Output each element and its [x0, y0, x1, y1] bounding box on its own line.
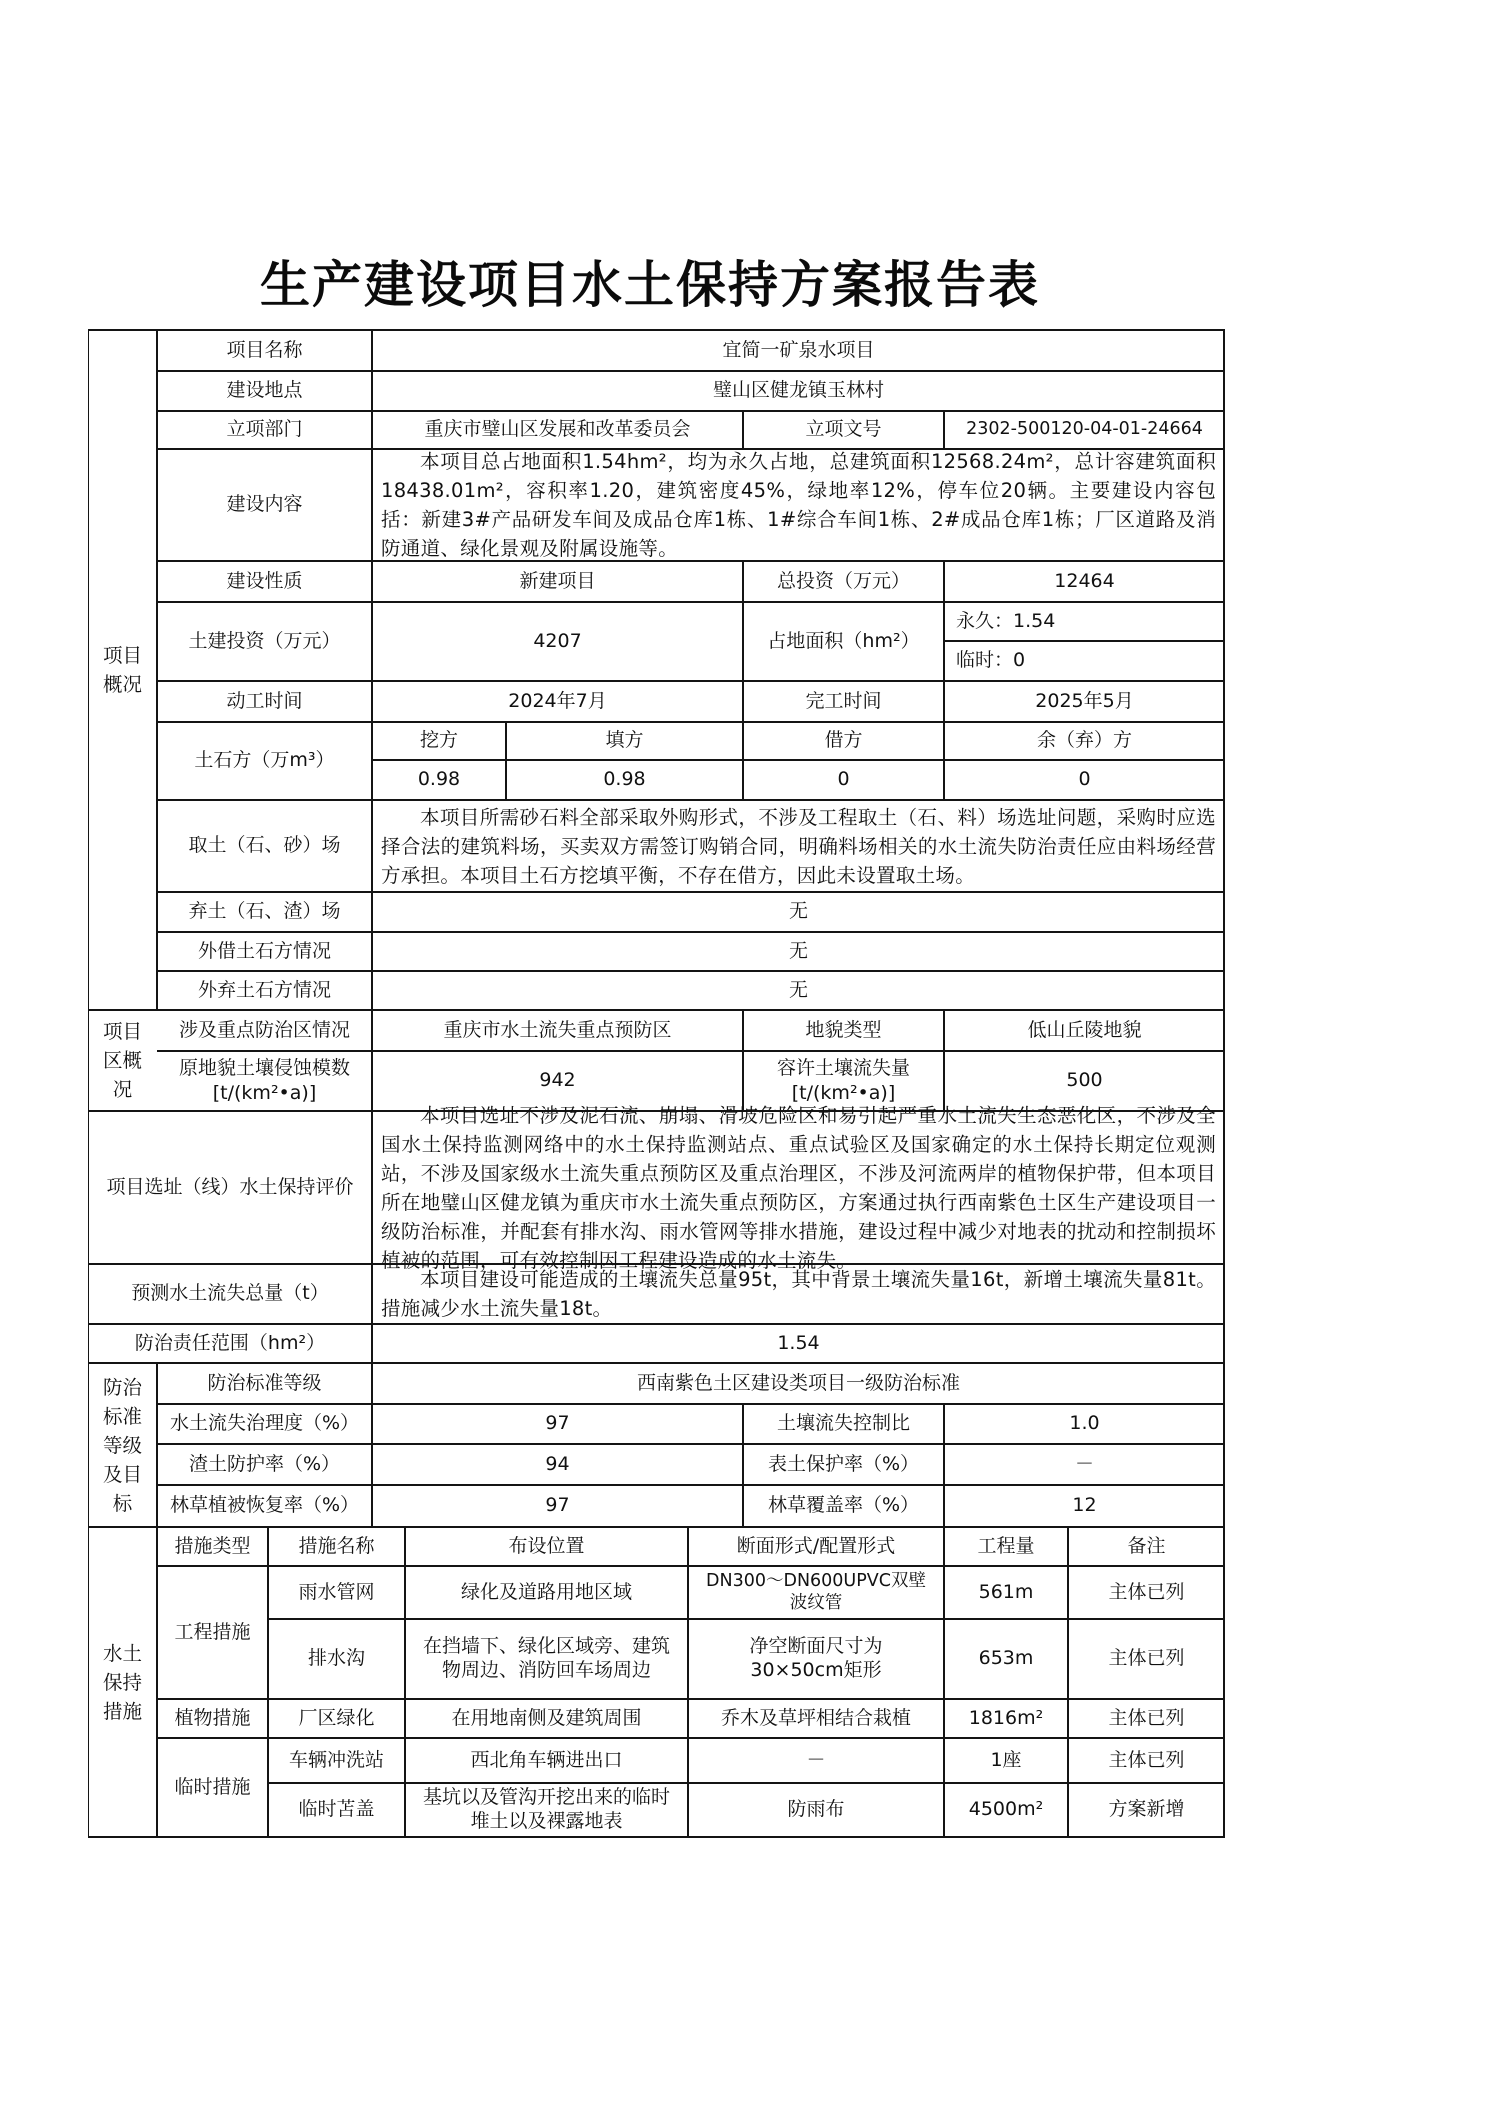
- earthwork-value-borrow: 0: [837, 768, 850, 791]
- measure-row-qty: 1座: [990, 1748, 1022, 1771]
- measure-row-place: 西北角车辆进出口: [470, 1748, 623, 1771]
- ext-borrow-label: 外借土石方情况: [197, 939, 331, 962]
- end-label: 完工时间: [805, 689, 882, 712]
- project-name-label: 项目名称: [226, 338, 303, 361]
- borrow-label: 取土（石、砂）场: [188, 834, 341, 857]
- measure-row-form: 净空断面尺寸为30×50cm矩形: [749, 1635, 883, 1681]
- r2b-value: －: [1074, 1452, 1094, 1475]
- measure-row-place: 在挡墙下、绿化区域旁、建筑物周边、消防回车场周边: [422, 1635, 670, 1681]
- docno-label: 立项文号: [805, 418, 882, 441]
- grade-label: 防治标准等级: [207, 1371, 322, 1394]
- area-label: 占地面积（hm²）: [767, 629, 920, 652]
- dept-label: 立项部门: [226, 418, 303, 441]
- page-title: 生产建设项目水土保持方案报告表: [260, 255, 1040, 314]
- spoil-value: 无: [788, 900, 808, 923]
- r3b-value: 12: [1072, 1494, 1097, 1517]
- allow-value: 500: [1066, 1069, 1103, 1092]
- location-label: 建设地点: [226, 379, 303, 402]
- measures-header-form: 断面形式/配置形式: [736, 1534, 896, 1557]
- measure-row-form: 防雨布: [787, 1798, 845, 1821]
- measure-row-place: 基坑以及管沟开挖出来的临时堆土以及裸露地表: [422, 1786, 670, 1832]
- measure-row-form: DN300～DN600UPVC双壁波纹管: [706, 1570, 926, 1613]
- measure-row-qty: 653m: [978, 1647, 1034, 1670]
- measures-header-place: 布设位置: [508, 1534, 585, 1557]
- measure-row-note: 主体已列: [1108, 1748, 1185, 1771]
- siting-text: 本项目选址不涉及泥石流、崩塌、滑坡危险区和易引起严重水土流失生态恶化区，不涉及全国水土保持监测网络中的水土保持监测站点、重点试验区及国家确定的水土保持长期定位观测站，不涉及国家级水土流失重点预防区及重点治理区，不涉及河流两岸的植物保护带，但本项目所在地璧山区健龙镇为重庆市水土流失重点预防区，方案通过执行西南紫色土区生产建设项目一级防治标准，并配套有排水沟、雨水管网等排水措施，建设过程中减少对地表的扰动和控制损坏植被的范围，可有效控制因工程建设造成的水土流失。: [381, 1103, 1216, 1272]
- earthwork-value-spoil: 0: [1078, 768, 1091, 791]
- dept-value: 重庆市璧山区发展和改革委员会: [424, 418, 691, 441]
- ext-spoil-label: 外弃土石方情况: [197, 978, 331, 1001]
- measure-row-note: 方案新增: [1108, 1798, 1185, 1821]
- measure-row-name: 雨水管网: [298, 1580, 375, 1603]
- measure-row-note: 主体已列: [1108, 1706, 1185, 1729]
- measure-type-temporary: 临时措施: [174, 1776, 251, 1799]
- content-label: 建设内容: [226, 493, 303, 516]
- section-zone: 项目 区概 况: [102, 1020, 142, 1101]
- measure-row-name: 排水沟: [307, 1647, 365, 1670]
- project-name-value: 宜简一矿泉水项目: [722, 338, 875, 361]
- section-standard: 防治 标准 等级 及目 标: [102, 1375, 142, 1515]
- report-table: [88, 329, 1225, 1838]
- scope-label: 防治责任范围（hm²）: [134, 1331, 326, 1354]
- r1b-label: 土壤流失控制比: [776, 1412, 910, 1435]
- r1-value: 97: [545, 1412, 570, 1435]
- landform-value: 低山丘陵地貌: [1027, 1018, 1142, 1041]
- ext-borrow-value: 无: [788, 939, 808, 962]
- measure-row-note: 主体已列: [1108, 1647, 1185, 1670]
- erosion-value: 942: [539, 1069, 576, 1092]
- spoil-label: 弃土（石、渣）场: [188, 900, 341, 923]
- measures-header-type: 措施类型: [174, 1534, 251, 1557]
- r3-label: 林草植被恢复率（%）: [169, 1494, 360, 1517]
- loss-text: 本项目建设可能造成的土壤流失总量95t，其中背景土壤流失量16t，新增土壤流失量81t。措施减少水土流失量18t。: [381, 1268, 1216, 1320]
- civil-label: 土建投资（万元）: [188, 629, 341, 652]
- siting-label: 项目选址（线）水土保持评价: [106, 1175, 354, 1198]
- measure-row-form: 乔木及草坪相结合栽植: [720, 1706, 911, 1729]
- measures-header-name: 措施名称: [298, 1534, 375, 1557]
- allow-label: 容许土壤流失量 [t/(km²•a)]: [776, 1057, 910, 1104]
- measure-row-name: 厂区绿化: [298, 1706, 375, 1729]
- r1b-value: 1.0: [1069, 1412, 1100, 1435]
- measure-row-qty: 1816m²: [968, 1706, 1044, 1729]
- section-measures: 水土 保持 措施: [102, 1642, 142, 1723]
- grade-value: 西南紫色土区建设类项目一级防治标准: [636, 1371, 960, 1394]
- measure-type-engineering: 工程措施: [174, 1620, 251, 1643]
- measure-row-name: 临时苫盖: [298, 1798, 375, 1821]
- measure-row-form: －: [806, 1748, 826, 1771]
- loss-label: 预测水土流失总量（t）: [131, 1282, 329, 1305]
- earthwork-header-spoil: 余（弃）方: [1036, 729, 1132, 752]
- key-zone-value: 重庆市水土流失重点预防区: [443, 1018, 672, 1041]
- nature-label: 建设性质: [226, 569, 303, 592]
- measure-row-place: 绿化及道路用地区域: [460, 1580, 632, 1603]
- measures-header-qty: 工程量: [977, 1534, 1035, 1557]
- ext-spoil-value: 无: [788, 978, 808, 1001]
- measure-row-name: 车辆冲洗站: [288, 1748, 384, 1771]
- r2-label: 渣土防护率（%）: [188, 1452, 341, 1475]
- measure-row-qty: 561m: [978, 1580, 1034, 1603]
- invest-value: 12464: [1054, 569, 1115, 592]
- measures-header-note: 备注: [1127, 1534, 1166, 1557]
- earthwork-value-cut: 0.98: [417, 768, 461, 791]
- location-value: 璧山区健龙镇玉林村: [712, 379, 884, 402]
- borrow-text: 本项目所需砂石料全部采取外购形式，不涉及工程取土（石、料）场选址问题，采购时应选择合法的建筑料场，买卖双方需签订购销合同，明确料场相关的水土流失防治责任应由料场经营方承担。本项目土石方挖填平衡，不存在借方，因此未设置取土场。: [381, 805, 1216, 887]
- r2-value: 94: [545, 1452, 570, 1475]
- area-temporary: 临时：0: [956, 649, 1026, 672]
- measure-row-note: 主体已列: [1108, 1580, 1185, 1603]
- earthwork-value-fill: 0.98: [603, 768, 646, 791]
- civil-value: 4207: [533, 629, 582, 652]
- key-zone-label: 涉及重点防治区情况: [178, 1018, 350, 1041]
- earthwork-header-cut: 挖方: [419, 729, 458, 752]
- r3-value: 97: [545, 1494, 570, 1517]
- erosion-label: 原地貌土壤侵蚀模数 [t/(km²•a)]: [178, 1057, 350, 1104]
- r2b-label: 表土保护率（%）: [767, 1452, 920, 1475]
- docno-value: 2302-500120-04-01-24664: [966, 419, 1203, 440]
- landform-label: 地貌类型: [805, 1018, 882, 1041]
- section-overview: 项目 概况: [102, 643, 142, 696]
- start-value: 2024年7月: [508, 689, 607, 712]
- scope-value: 1.54: [777, 1331, 820, 1354]
- measure-type-vegetation: 植物措施: [174, 1706, 251, 1729]
- measure-row-qty: 4500m²: [968, 1798, 1044, 1821]
- earthwork-header-fill: 填方: [605, 729, 644, 752]
- r3b-label: 林草覆盖率（%）: [767, 1494, 920, 1517]
- r1-label: 水土流失治理度（%）: [169, 1412, 360, 1435]
- area-permanent: 永久：1.54: [956, 609, 1056, 632]
- earthwork-label: 土石方（万m³）: [194, 749, 335, 772]
- measure-row-place: 在用地南侧及建筑周围: [451, 1706, 642, 1729]
- content-text: 本项目总占地面积1.54hm²，均为永久占地，总建筑面积12568.24m²，总计容建筑面积18438.01m²，容积率1.20，建筑密度45%，绿地率12%，停车位20辆。主要建设内容包括：新建3#产品研发车间及成品仓库1栋、1#综合车间1栋、2#成品仓库1栋；厂区道路及消防通道、绿化景观及附属设施等。: [381, 450, 1216, 560]
- end-value: 2025年5月: [1035, 689, 1134, 712]
- start-label: 动工时间: [226, 689, 303, 712]
- earthwork-header-borrow: 借方: [824, 729, 863, 752]
- nature-value: 新建项目: [519, 569, 596, 592]
- invest-label: 总投资（万元）: [776, 569, 910, 592]
